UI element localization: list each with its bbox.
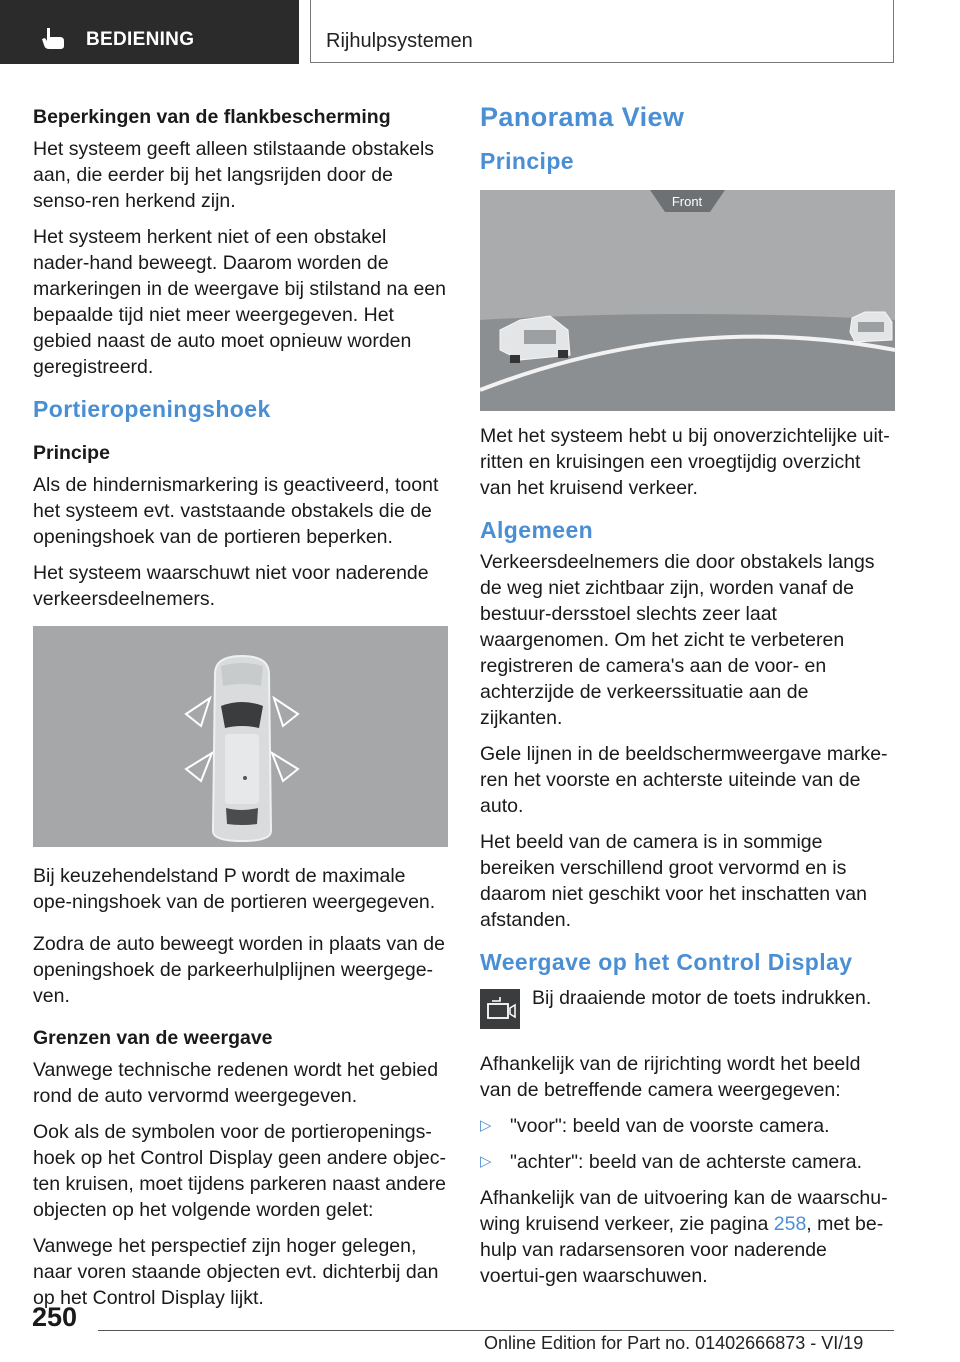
hand-pointer-icon (40, 26, 66, 50)
principle-subheading: Principe (33, 442, 110, 464)
triangle-bullet-icon: ▷ (480, 1117, 492, 1134)
paragraph: Het systeem herkent niet of een obstakel nader‐hand beweegt. Daarom worden de markeringen in de weergave bij stilstand na een bepaalde tijd niet meer weergegeven. Het gebied naast de auto moet opnieuw worden geregistreerd. (33, 226, 446, 378)
car-top-view-illustration (33, 626, 448, 847)
paragraph: Zodra de auto beweegt worden in plaats van de openingshoek de parkeerhulplijnen weergege‐ven. (33, 933, 445, 1007)
paragraph: Het beeld van de camera is in sommige bereiken verschillend groot vervormd en is daarom niet geschikt voor het inschatten van afstanden. (480, 831, 867, 931)
list-item: ▷ "achter": beeld van de achterste camera. (480, 1151, 863, 1173)
paragraph: Gele lijnen in de beeldschermweergave marke‐ren het voorste en achterste uiteinde van de auto. (480, 743, 888, 817)
paragraph: Verkeersdeelnemers die door obstakels langs de weg niet zichtbaar zijn, worden vanaf de bestuur‐dersstoel slechts zeer laat waargenomen. Om het zicht te verbeteren registreren de camera's aan de voor- en achterzijde de verkeerssituatie aan de zijkanten. (480, 551, 875, 729)
panorama-view-title: Panorama View (480, 102, 685, 132)
principle-heading: Principe (480, 148, 574, 174)
footer-divider (98, 1330, 894, 1331)
control-display-heading: Weergave op het Control Display (480, 949, 853, 975)
edition-footer: Online Edition for Part no. 01402666873 - VI/19 (484, 1333, 864, 1353)
section-tab (0, 0, 299, 64)
chapter-header (310, 0, 894, 63)
paragraph: Bij keuzehendelstand P wordt de maximale ope‐ningshoek van de portieren weergegeven. (33, 865, 436, 913)
panorama-view-illustration (480, 190, 895, 411)
left-column (33, 104, 448, 1321)
paragraph: Vanwege het perspectief zijn hoger gelegen, naar voren staande objecten evt. dichterbij dan op het Control Display lijkt. (33, 1235, 439, 1309)
section-title: BEDIENING (86, 29, 195, 50)
triangle-bullet-icon: ▷ (480, 1153, 492, 1170)
paragraph: Het systeem waarschuwt niet voor naderende verkeersdeelnemers. (33, 562, 429, 610)
page-reference-link[interactable]: 258 (773, 1213, 807, 1235)
page-number: 250 (32, 1302, 78, 1332)
paragraph: Bij draaiende motor de toets indrukken. (532, 987, 872, 1009)
door-opening-figure (33, 626, 448, 847)
paragraph: Met het systeem hebt u bij onoverzichtelijke uit‐ritten en kruisingen een vroegtijdig overzicht van het kruisend verkeer. (480, 425, 890, 499)
general-heading: Algemeen (480, 517, 594, 543)
camera-button-row (480, 985, 895, 1041)
list-item: ▷ "voor": beeld van de voorste camera. (480, 1115, 830, 1137)
right-column (480, 104, 895, 1299)
paragraph: Ook als de symbolen voor de portieropenings‐hoek op het Control Display geen andere objec‐ten kruisen, moet tijdens parkeren naast andere objecten op het volgende worden gelet: (33, 1121, 447, 1221)
paragraph: Als de hindernismarkering is geactiveerd, toont het systeem evt. vaststaande obstakels die de openingshoek van de portieren beperken. (33, 474, 439, 548)
paragraph: Afhankelijk van de rijrichting wordt het beeld van de betreffende camera weergegeven: (480, 1053, 861, 1101)
paragraph: Afhankelijk van de uitvoering kan de waarschu‐wing kruisend verkeer, zie pagina 258, met be‐hulp van radarsensoren voor naderende voertui‐gen waarschuwen. (480, 1187, 888, 1287)
front-label: Front (671, 194, 703, 209)
door-angle-heading: Portieropeningshoek (33, 396, 271, 422)
display-limits-subheading: Grenzen van de weergave (33, 1027, 273, 1049)
flank-protection-heading: Beperkingen van de flankbescherming (33, 106, 391, 128)
panorama-camera-figure (480, 190, 895, 411)
paragraph: Vanwege technische redenen wordt het gebied rond de auto vervormd weergegeven. (33, 1059, 439, 1107)
paragraph: Het systeem geeft alleen stilstaande obstakels aan, die eerder bij het langsrijden door de senso‐ren herkend zijn. (33, 138, 435, 212)
camera-button-icon (480, 989, 520, 1029)
chapter-title: Rijhulpsystemen (326, 30, 473, 52)
